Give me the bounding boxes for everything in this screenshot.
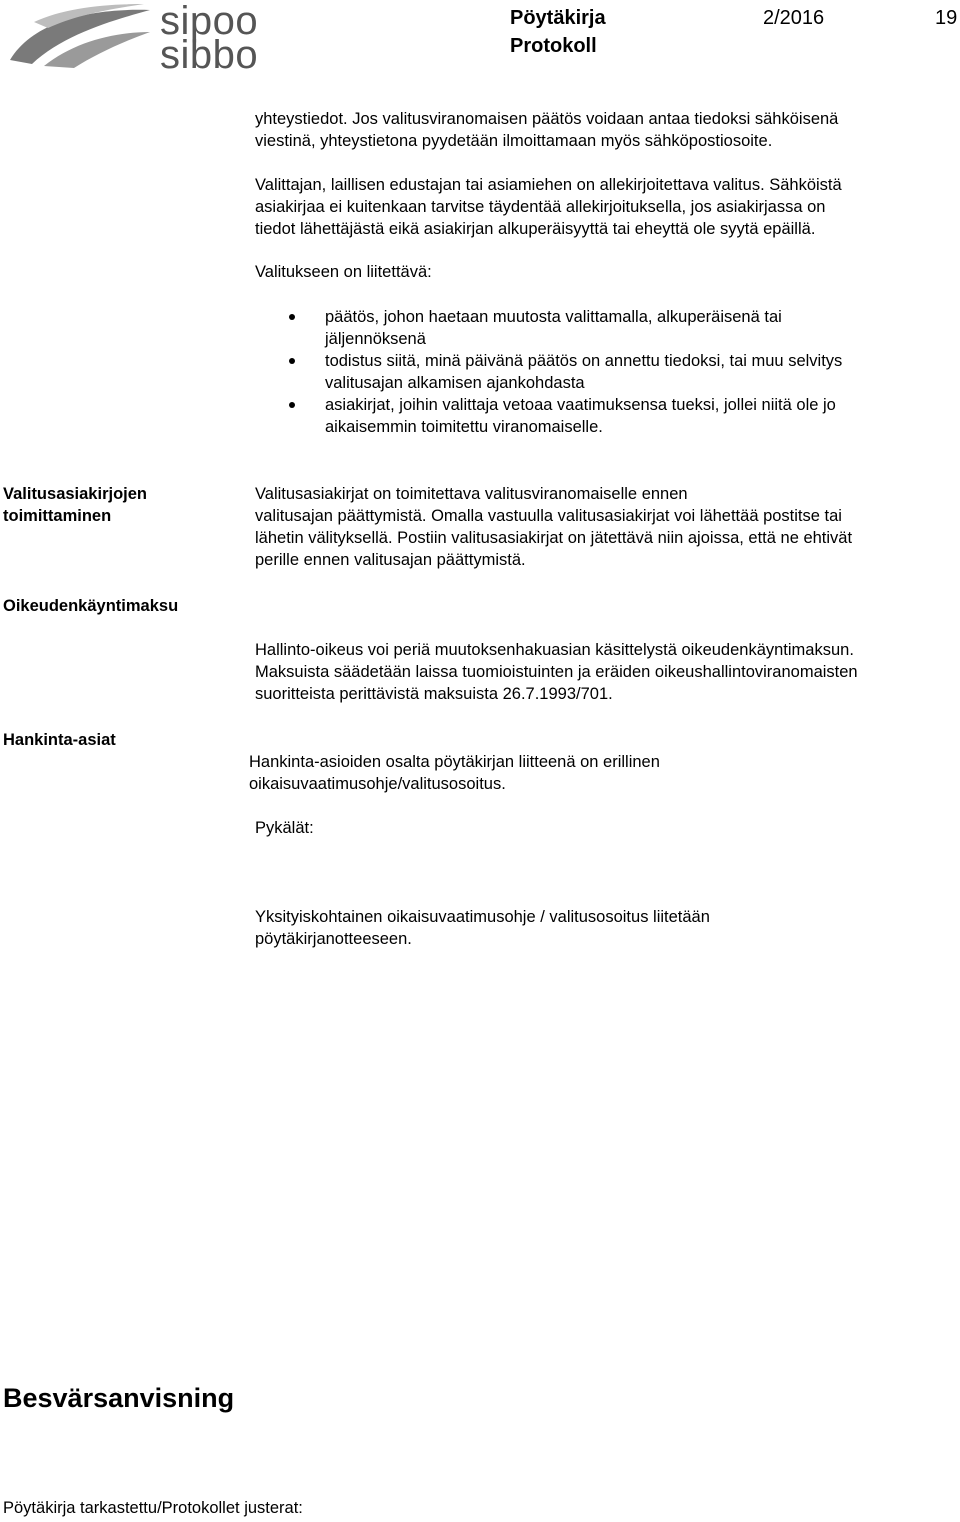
text-line: asiakirjat, joihin valittaja vetoaa vaatimuksensa tueksi, jollei niitä ole jo [325,396,836,414]
court-fee-paragraph [255,639,858,705]
bullet-icon [289,314,295,320]
delivery-label [3,483,147,527]
bullet-icon [289,358,295,364]
text-line: perille ennen valitusajan päättymistä. [255,551,526,569]
section-label: Valitusasiakirjojen [3,485,147,503]
text-line: oikaisuvaatimusohje/valitusosoitus. [249,775,506,793]
text-line: viestinä, yhteystietona pyydetään ilmoittamaan myös sähköpostiosoite. [255,132,773,150]
text-line: yhteystiedot. Jos valitusviranomaisen päätös voidaan antaa tiedoksi sähköisenä [255,110,839,128]
signature-paragraph [255,174,842,240]
swedish-heading: Besvärsanvisning [3,1383,235,1413]
text-line: todistus siitä, minä päivänä päätös on annettu tiedoksi, tai muu selvitys [325,352,843,370]
procurement-label: Hankinta-asiat [3,731,116,749]
page-header [0,0,960,80]
text-line: valitusajan päättymistä. Omalla vastuulla valitusasiakirjat voi lähettää postitse tai [255,507,842,525]
text-line: Yksityiskohtainen oikaisuvaatimusohje / valitusosoitus liitetään [255,908,710,926]
sipoo-logo-swoosh-icon [4,2,154,70]
text-line: lähetin välityksellä. Postiin valitusasiakirjat on jätettävä niin ajoissa, että ne ehtivät [255,529,853,547]
checked-label: Pöytäkirja tarkastettu/Protokollet justerat: [3,1499,303,1517]
bullet-icon [289,402,295,408]
procurement-paragraph [249,751,660,795]
attachments-heading: Valitukseen on liitettävä: [255,263,432,281]
doc-type-sv: Protokoll [510,35,597,57]
page-number: 19 [935,7,958,29]
text-line: Hallinto-oikeus voi periä muutoksenhakuasian käsittelystä oikeudenkäyntimaksun. [255,641,854,659]
text-line: Valittajan, laillisen edustajan tai asiamiehen on allekirjoitettava valitus. Sähköistä [255,176,842,194]
text-line: pöytäkirjanotteeseen. [255,930,412,948]
text-line: Valitusasiakirjat on toimitettava valitusviranomaiselle ennen [255,485,688,503]
text-line: aikaisemmin toimitettu viranomaiselle. [325,418,603,436]
text-line: Maksuista säädetään laissa tuomioistuinten ja eräiden oikeushallintoviranomaisten [255,663,858,681]
court-fee-label: Oikeudenkäyntimaksu [3,597,179,615]
section-label: toimittaminen [3,507,112,525]
logo-text-sipoo: sipoo [160,0,259,43]
procurement-detail-paragraph [255,906,710,950]
text-line: suoritteista perittävistä maksuista 26.7.1993/701. [255,685,613,703]
sections-label: Pykälät: [255,819,314,837]
logo-text-sibbo: sibbo [160,33,259,77]
issue-number: 2/2016 [763,7,825,29]
text-line: päätös, johon haetaan muutosta valittamalla, alkuperäisenä tai [325,308,782,326]
doc-type-fi: Pöytäkirja [510,7,606,29]
text-line: asiakirjaa ei kuitenkaan tarvitse täydentää allekirjoituksella, jos asiakirjassa on [255,198,826,216]
intro-paragraph [255,108,838,152]
delivery-paragraph [255,483,852,571]
text-line: valitusajan alkamisen ajankohdasta [325,374,585,392]
text-line: tiedot lähettäjästä eikä asiakirjan alkuperäisyyttä tai eheyttä ole syytä epäillä. [255,220,816,238]
text-line: jäljennöksenä [325,330,426,348]
text-line: Hankinta-asioiden osalta pöytäkirjan liitteenä on erillinen [249,753,660,771]
